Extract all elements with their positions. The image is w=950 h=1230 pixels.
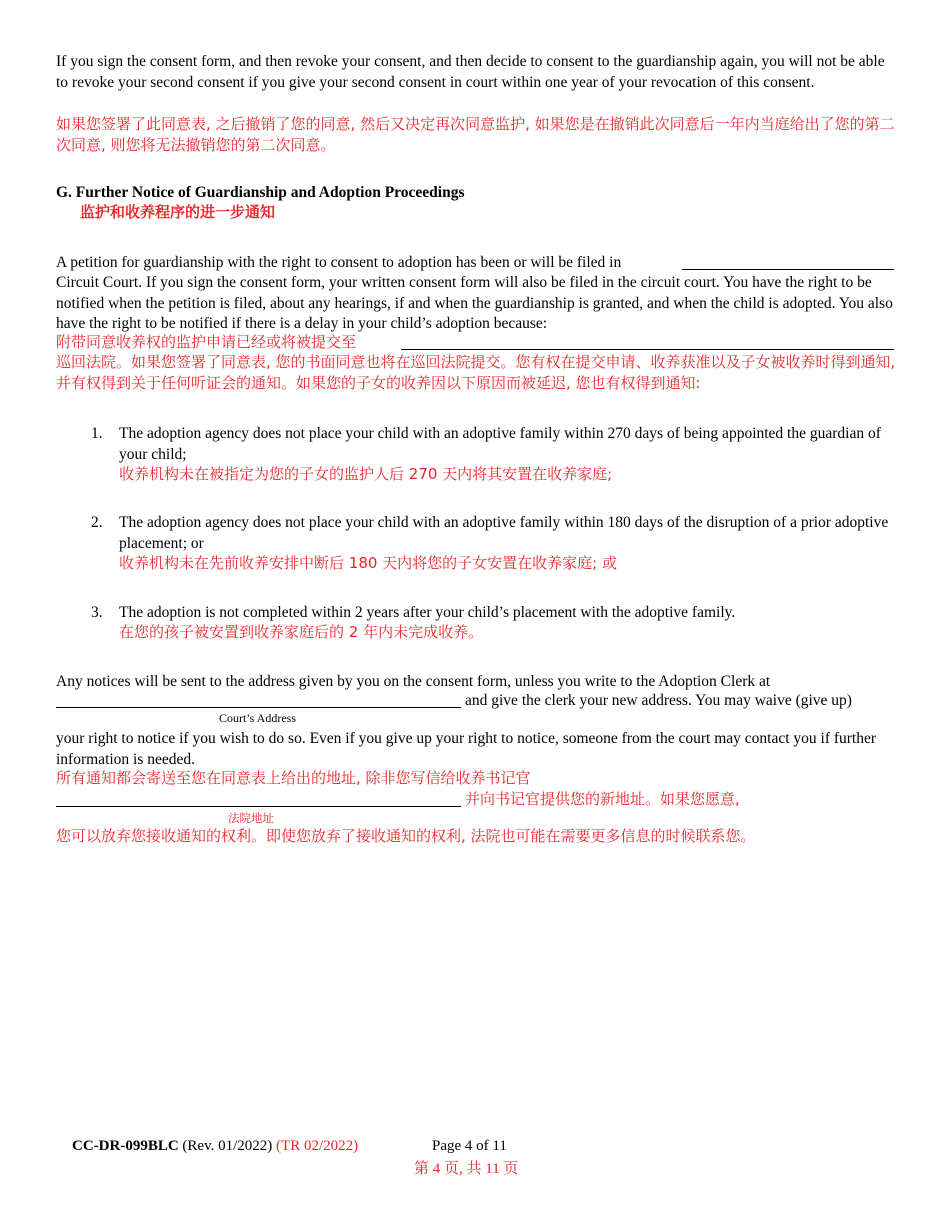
list-item-zh: 在您的孩子被安置到收养家庭后的 2 年内未完成收养。 xyxy=(119,623,484,641)
footer-revision: (Rev. 01/2022) xyxy=(182,1138,273,1154)
circuit-court-blank-zh[interactable] xyxy=(401,349,894,350)
footer-page-number: Page 4 of 11 xyxy=(432,1138,507,1154)
section-g-heading-zh: 监护和收养程序的进一步通知 xyxy=(80,203,276,221)
list-item-en: The adoption is not completed within 2 years after your child’s placement with the adoptive family. xyxy=(119,604,736,621)
notice-text-zh-b: 并向书记官提供您的新地址。如果您愿意, xyxy=(465,790,740,808)
petition-text-en-b: Circuit Court. If you sign the consent form, your written consent form will also be filed in the circuit court. You have the right to be notified when the petition is filed, about any hearings, if and when the guardianship is granted, and when the child is adopted. You also have the right to be notified if there is a delay in your child’s adoption because: xyxy=(56,274,893,332)
court-address-label: Court’s Address xyxy=(219,711,297,725)
list-item-zh: 收养机构未在先前收养安排中断后 180 天内将您的子女安置在收养家庭; 或 xyxy=(119,554,617,572)
footer-form-id: CC-DR-099BLC xyxy=(72,1138,179,1154)
list-item-en: The adoption agency does not place your child with an adoptive family within 270 days of being appointed the guardian of your child; xyxy=(119,425,881,463)
list-item-en: The adoption agency does not place your child with an adoptive family within 180 days of the disruption of a prior adoptive placement; or xyxy=(119,514,889,552)
list-item-number: 2. xyxy=(91,514,103,531)
footer-form-info xyxy=(72,1138,358,1155)
circuit-court-blank[interactable] xyxy=(682,269,894,270)
list-item-number: 1. xyxy=(91,425,103,442)
footer-translation-rev: (TR 02/2022) xyxy=(276,1138,359,1154)
petition-text-zh-b: 巡回法院。如果您签署了同意表, 您的书面同意也将在巡回法院提交。您有权在提交申请、收养获准以及子女被收养时得到通知, 并有权得到关于任何听证会的通知。如果您的子女的收养因以下原因而被延迟, 您也有权得到通知: xyxy=(56,353,896,392)
court-address-label-zh: 法院地址 xyxy=(228,811,274,825)
notice-text-en-a: Any notices will be sent to the address given by you on the consent form, unless you write to the Adoption Clerk at xyxy=(56,673,771,690)
notice-text-zh-c: 您可以放弃您接收通知的权利。即使您放弃了接收通知的权利, 法院也可能在需要更多信息的时候联系您。 xyxy=(56,827,756,845)
notice-text-en-b: and give the clerk your new address. You may waive (give up) xyxy=(465,692,852,709)
court-address-blank-zh[interactable] xyxy=(56,806,461,807)
intro-text-en: If you sign the consent form, and then revoke your consent, and then decide to consent to the guardianship again, you will not be able to revoke your second consent if you give your second consent in court within one year of your revocation of this consent. xyxy=(56,53,885,91)
list-item-number: 3. xyxy=(91,604,103,621)
list-item-zh: 收养机构未在被指定为您的子女的监护人后 270 天内将其安置在收养家庭; xyxy=(119,465,613,483)
notice-text-zh-a: 所有通知都会寄送至您在同意表上给出的地址, 除非您写信给收养书记官 xyxy=(56,769,531,787)
court-address-blank[interactable] xyxy=(56,707,461,708)
petition-text-en-a: A petition for guardianship with the right to consent to adoption has been or will be filed in xyxy=(56,254,622,271)
notice-text-en-c: your right to notice if you wish to do so. Even if you give up your right to notice, someone from the court may contact you if further information is needed. xyxy=(56,730,877,768)
petition-text-zh-a: 附带同意收养权的监护申请已经或将被提交至 xyxy=(56,333,357,351)
footer-page-number-zh: 第 4 页, 共 11 页 xyxy=(414,1161,519,1177)
section-g-heading: G. Further Notice of Guardianship and Adoption Proceedings xyxy=(56,184,465,201)
intro-text-zh: 如果您签署了此同意表, 之后撤销了您的同意, 然后又决定再次同意监护, 如果您是在撤销此次同意后一年内当庭给出了您的第二次同意, 则您将无法撤销您的第二次同意。 xyxy=(56,115,895,154)
